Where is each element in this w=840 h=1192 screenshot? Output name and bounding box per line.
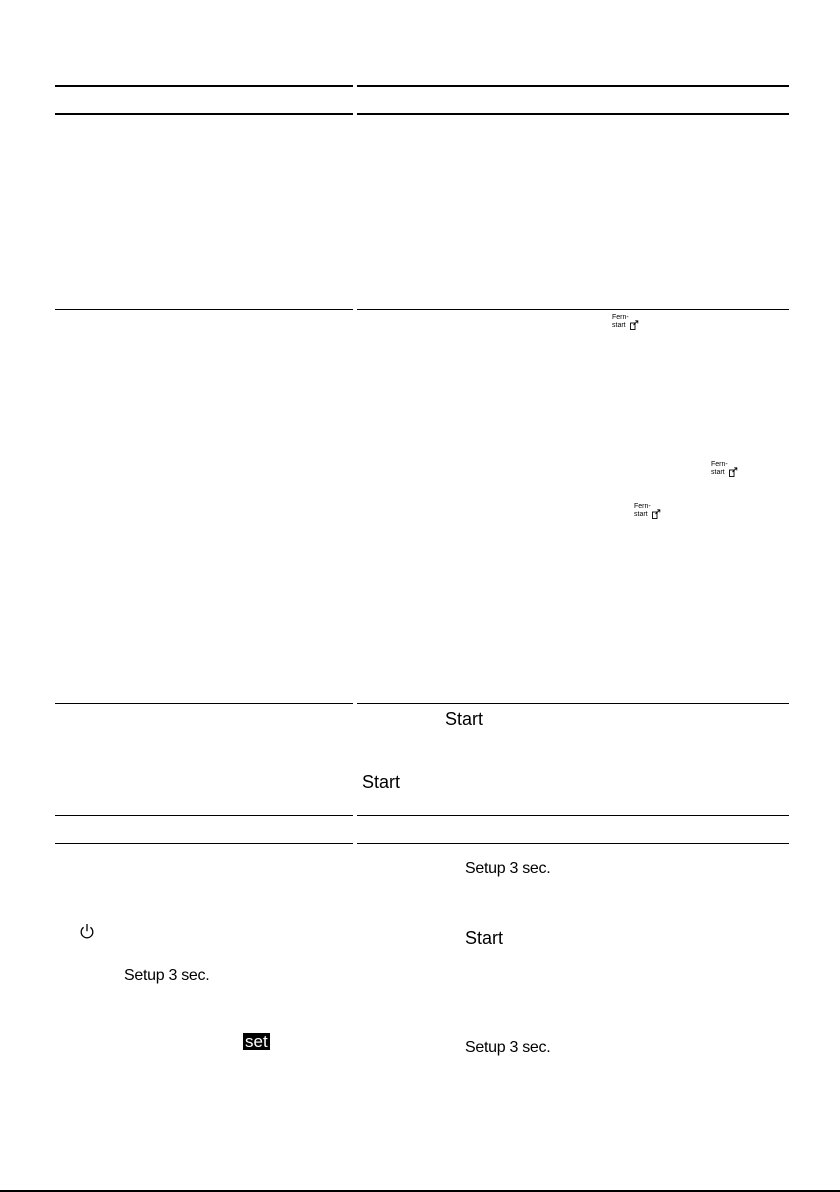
setup-label: Setup 3 sec. (124, 967, 210, 984)
row-divider-1-right (357, 309, 789, 310)
row-divider-4-left (55, 843, 353, 844)
table-top-rule-right (357, 85, 789, 87)
table-header-rule-left (55, 113, 353, 115)
row-divider-1-left (55, 309, 353, 310)
remote-start-symbol-3 (634, 503, 661, 519)
table-header-rule-right (357, 113, 789, 115)
row-divider-2-left (55, 703, 353, 704)
set-display-badge: set (245, 1032, 268, 1051)
remote-start-symbol-1 (612, 314, 639, 330)
start-label: Start (465, 928, 504, 948)
table-top-rule-left (55, 85, 353, 87)
remote-start-label-line2: start (634, 511, 648, 518)
remote-start-icon (652, 509, 661, 519)
remote-start-icon (630, 320, 639, 330)
setup-label: Setup 3 sec. (465, 860, 551, 877)
row-divider-4-right (357, 843, 789, 844)
setup-label: Setup 3 sec. (465, 1039, 551, 1056)
remote-start-label-line2: start (612, 322, 626, 329)
remote-start-label-line1: Fern- (612, 314, 629, 321)
row-divider-2-right (357, 703, 789, 704)
start-label: Start (362, 772, 401, 792)
power-icon (79, 923, 95, 940)
remote-start-label-line1: Fern- (634, 503, 651, 510)
remote-start-label-line1: Fern- (711, 461, 728, 468)
start-label: Start (445, 709, 484, 729)
row-divider-3-left (55, 815, 353, 816)
remote-start-symbol-2 (711, 461, 738, 477)
remote-start-icon (729, 467, 738, 477)
row-divider-3-right (357, 815, 789, 816)
remote-start-label-line2: start (711, 469, 725, 476)
